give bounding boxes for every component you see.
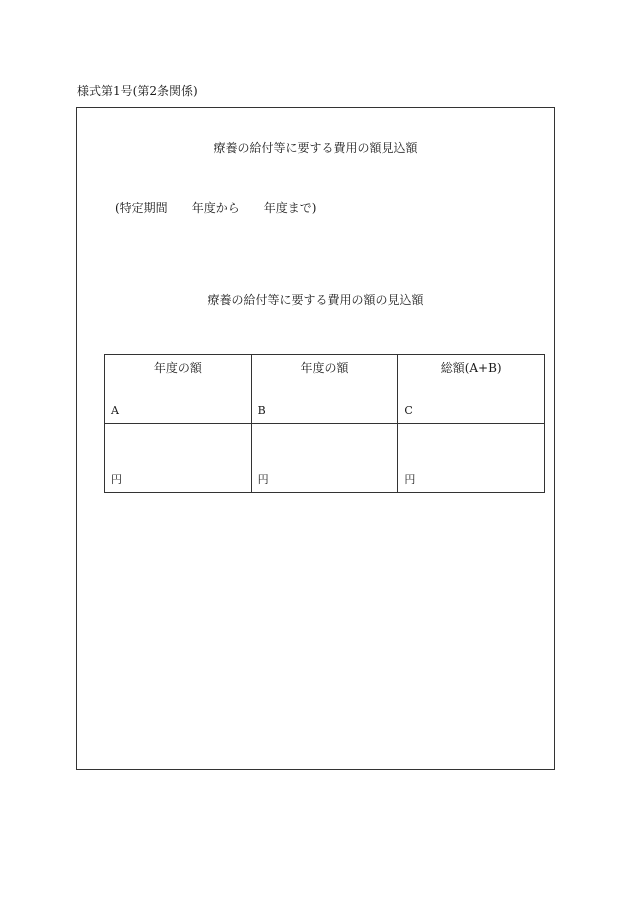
table-cell-c-amount (398, 424, 545, 493)
sub-title: 療養の給付等に要する費用の額の見込額 (207, 293, 424, 307)
table-cell-b-header (251, 355, 398, 424)
table-row (105, 355, 545, 424)
column-a-tag: A (111, 404, 119, 417)
period-middle-text: 年度から (191, 201, 240, 215)
table-cell-a-amount (105, 424, 252, 493)
period-open-text: (特定期間 (115, 201, 168, 215)
column-c-tag: C (404, 404, 413, 417)
column-a-unit: 円 (111, 473, 122, 486)
form-number-label: 様式第1号(第2条関係) (77, 84, 198, 98)
table-cell-a-header (105, 355, 252, 424)
main-title: 療養の給付等に要する費用の額見込額 (213, 141, 418, 155)
column-b-unit: 円 (257, 473, 269, 486)
table-cell-c-header (398, 355, 545, 424)
form-frame (76, 107, 555, 770)
table-cell-b-amount (251, 424, 398, 493)
column-b-tag: B (257, 404, 266, 417)
column-c-unit: 円 (404, 473, 416, 486)
column-c-label: 総額(A+B) (440, 361, 502, 375)
column-a-label: 年度の額 (153, 361, 202, 375)
period-line (115, 200, 316, 216)
period-close-text: 年度まで) (263, 201, 317, 215)
amount-table (104, 354, 545, 493)
table-row (105, 424, 545, 493)
column-b-label: 年度の額 (300, 361, 349, 375)
